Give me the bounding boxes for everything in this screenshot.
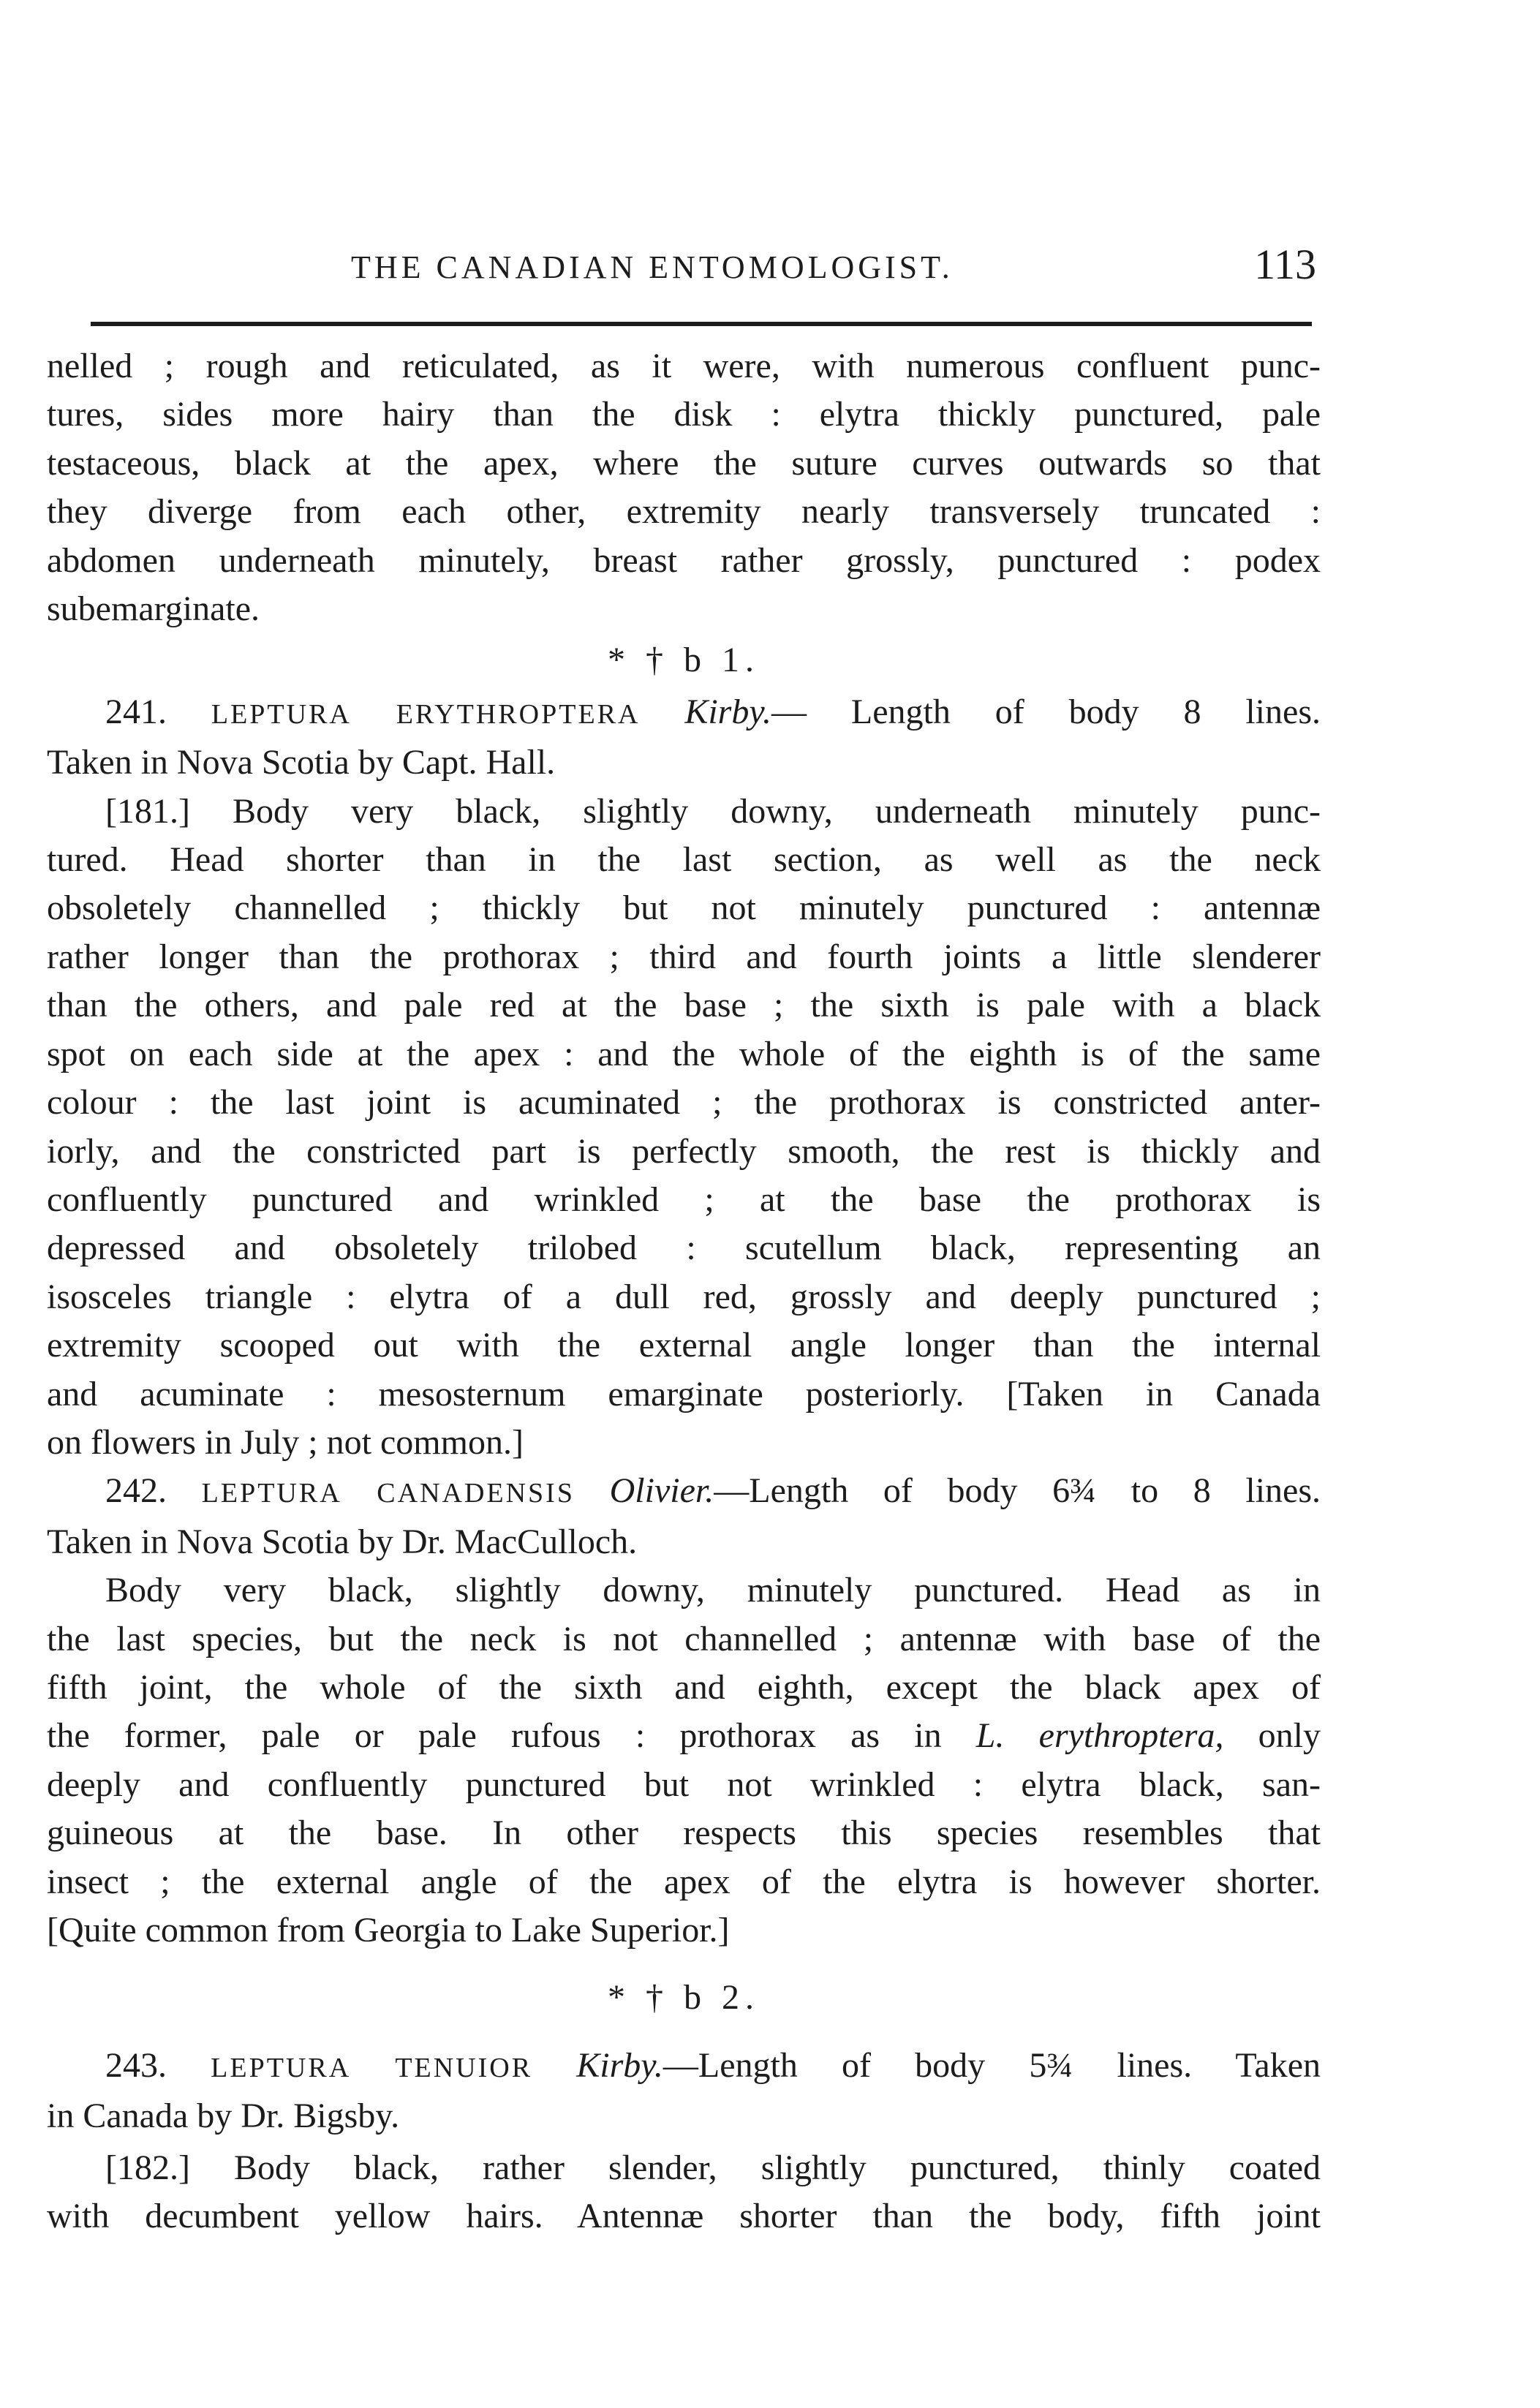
running-title: THE CANADIAN ENTOMOLOGIST. [351,249,954,285]
text-line: [182.] Body black, rather slender, slightly punctured, thinly coated [105,2148,1321,2187]
text-line: Body very black, slightly downy, minutely punctured. Head as in [105,1571,1321,1610]
text-span: only [1223,1716,1321,1756]
text-line: confluently punctured and wrinkled ; at the base the prothorax is [47,1180,1321,1219]
species-genus: LEPTURA [211,698,352,730]
text-line: [Quite common from Georgia to Lake Superior.] [47,1911,730,1950]
section-mark: * † b 1. [608,641,760,680]
page-number: 113 [1254,241,1316,288]
species-number: 243. [105,2045,167,2085]
species-genus: LEPTURA [201,1478,342,1509]
text-line: deeply and confluently punctured but not wrinkled : elytra black, san- [47,1765,1321,1804]
species-heading [47,2042,1321,2092]
species-author: Olivier. [609,1471,714,1511]
species-heading-line2: Taken in Nova Scotia by Dr. MacCulloch. [47,1522,638,1561]
text-line: spot on each side at the apex : and the whole of the eighth is of the same [47,1034,1321,1073]
species-reference: L. erythroptera, [975,1716,1224,1756]
species-heading-rest: —Length of body 5¾ lines. Taken [663,2045,1321,2085]
text-line: rather longer than the prothorax ; third and fourth joints a little slenderer [47,937,1321,976]
species-author: Kirby. [684,692,772,731]
species-epithet: ERYTHROPTERA [396,698,641,730]
text-line: fifth joint, the whole of the sixth and eighth, except the black apex of [47,1667,1321,1707]
species-entry-243 [47,2042,1321,2241]
text-line: iorly, and the constricted part is perfectly smooth, the rest is thickly and [47,1131,1321,1171]
species-heading [47,688,1321,739]
text-line: isosceles triangle : elytra of a dull red, grossly and deeply punctured ; [47,1277,1321,1316]
section-mark: * † b 2. [608,1978,760,2018]
body-text [47,342,1321,2241]
species-author: Kirby. [576,2045,663,2085]
text-line: tures, sides more hairy than the disk : elytra thickly punctured, pale [47,395,1321,434]
text-line: insect ; the external angle of the apex of the elytra is however shorter. [47,1862,1321,1901]
text-line: depressed and obsoletely trilobed : scutellum black, representing an [47,1228,1321,1268]
text-line: colour : the last joint is acuminated ; the prothorax is constricted anter- [47,1083,1321,1122]
continuation-paragraph [47,342,1321,633]
header-rule [91,322,1312,326]
text-line: obsoletely channelled ; thickly but not minutely punctured : antennæ [47,888,1321,928]
text-line: subemarginate. [47,589,260,629]
species-number: 241. [105,692,167,731]
text-line [47,1712,1321,1760]
text-line: the last species, but the neck is not channelled ; antennæ with base of the [47,1619,1321,1658]
species-epithet: TENUIOR [395,2052,533,2083]
text-line: they diverge from each other, extremity nearly transversely truncated : [47,492,1321,532]
text-line: with decumbent yellow hairs. Antennæ shorter than the body, fifth joint [47,2197,1321,2236]
species-heading-line2: Taken in Nova Scotia by Capt. Hall. [47,743,556,782]
text-line: and acuminate : mesosternum emarginate posteriorly. [Taken in Canada [47,1374,1321,1414]
text-span: the former, pale or pale rufous : prothorax as in [47,1716,976,1756]
text-line: testaceous, black at the apex, where the suture curves outwards so that [47,443,1321,483]
text-line: on flowers in July ; not common.] [47,1422,524,1462]
text-line: tured. Head shorter than in the last section, as well as the neck [47,840,1321,880]
text-line: guineous at the base. In other respects this species resembles that [47,1813,1321,1853]
text-line: extremity scooped out with the external angle longer than the internal [47,1326,1321,1365]
species-genus: LEPTURA [211,2052,352,2083]
species-heading [47,1467,1321,1517]
species-heading-rest: —Length of body 6¾ to 8 lines. [714,1471,1321,1511]
text-line: abdomen underneath minutely, breast rather grossly, punctured : podex [47,540,1321,580]
species-heading-line2: in Canada by Dr. Bigsby. [47,2096,400,2136]
species-heading-rest: — Length of body 8 lines. [771,692,1321,731]
species-epithet: CANADENSIS [377,1478,575,1509]
species-entry-241 [47,688,1321,1468]
species-entry-242 [47,1467,1321,1955]
text-line: nelled ; rough and reticulated, as it were, with numerous confluent punc- [47,347,1321,385]
species-number: 242. [105,1471,167,1511]
running-head [88,240,1316,298]
text-line: [181.] Body very black, slightly downy, underneath minutely punc- [105,791,1321,831]
text-line: than the others, and pale red at the base ; the sixth is pale with a black [47,986,1321,1025]
